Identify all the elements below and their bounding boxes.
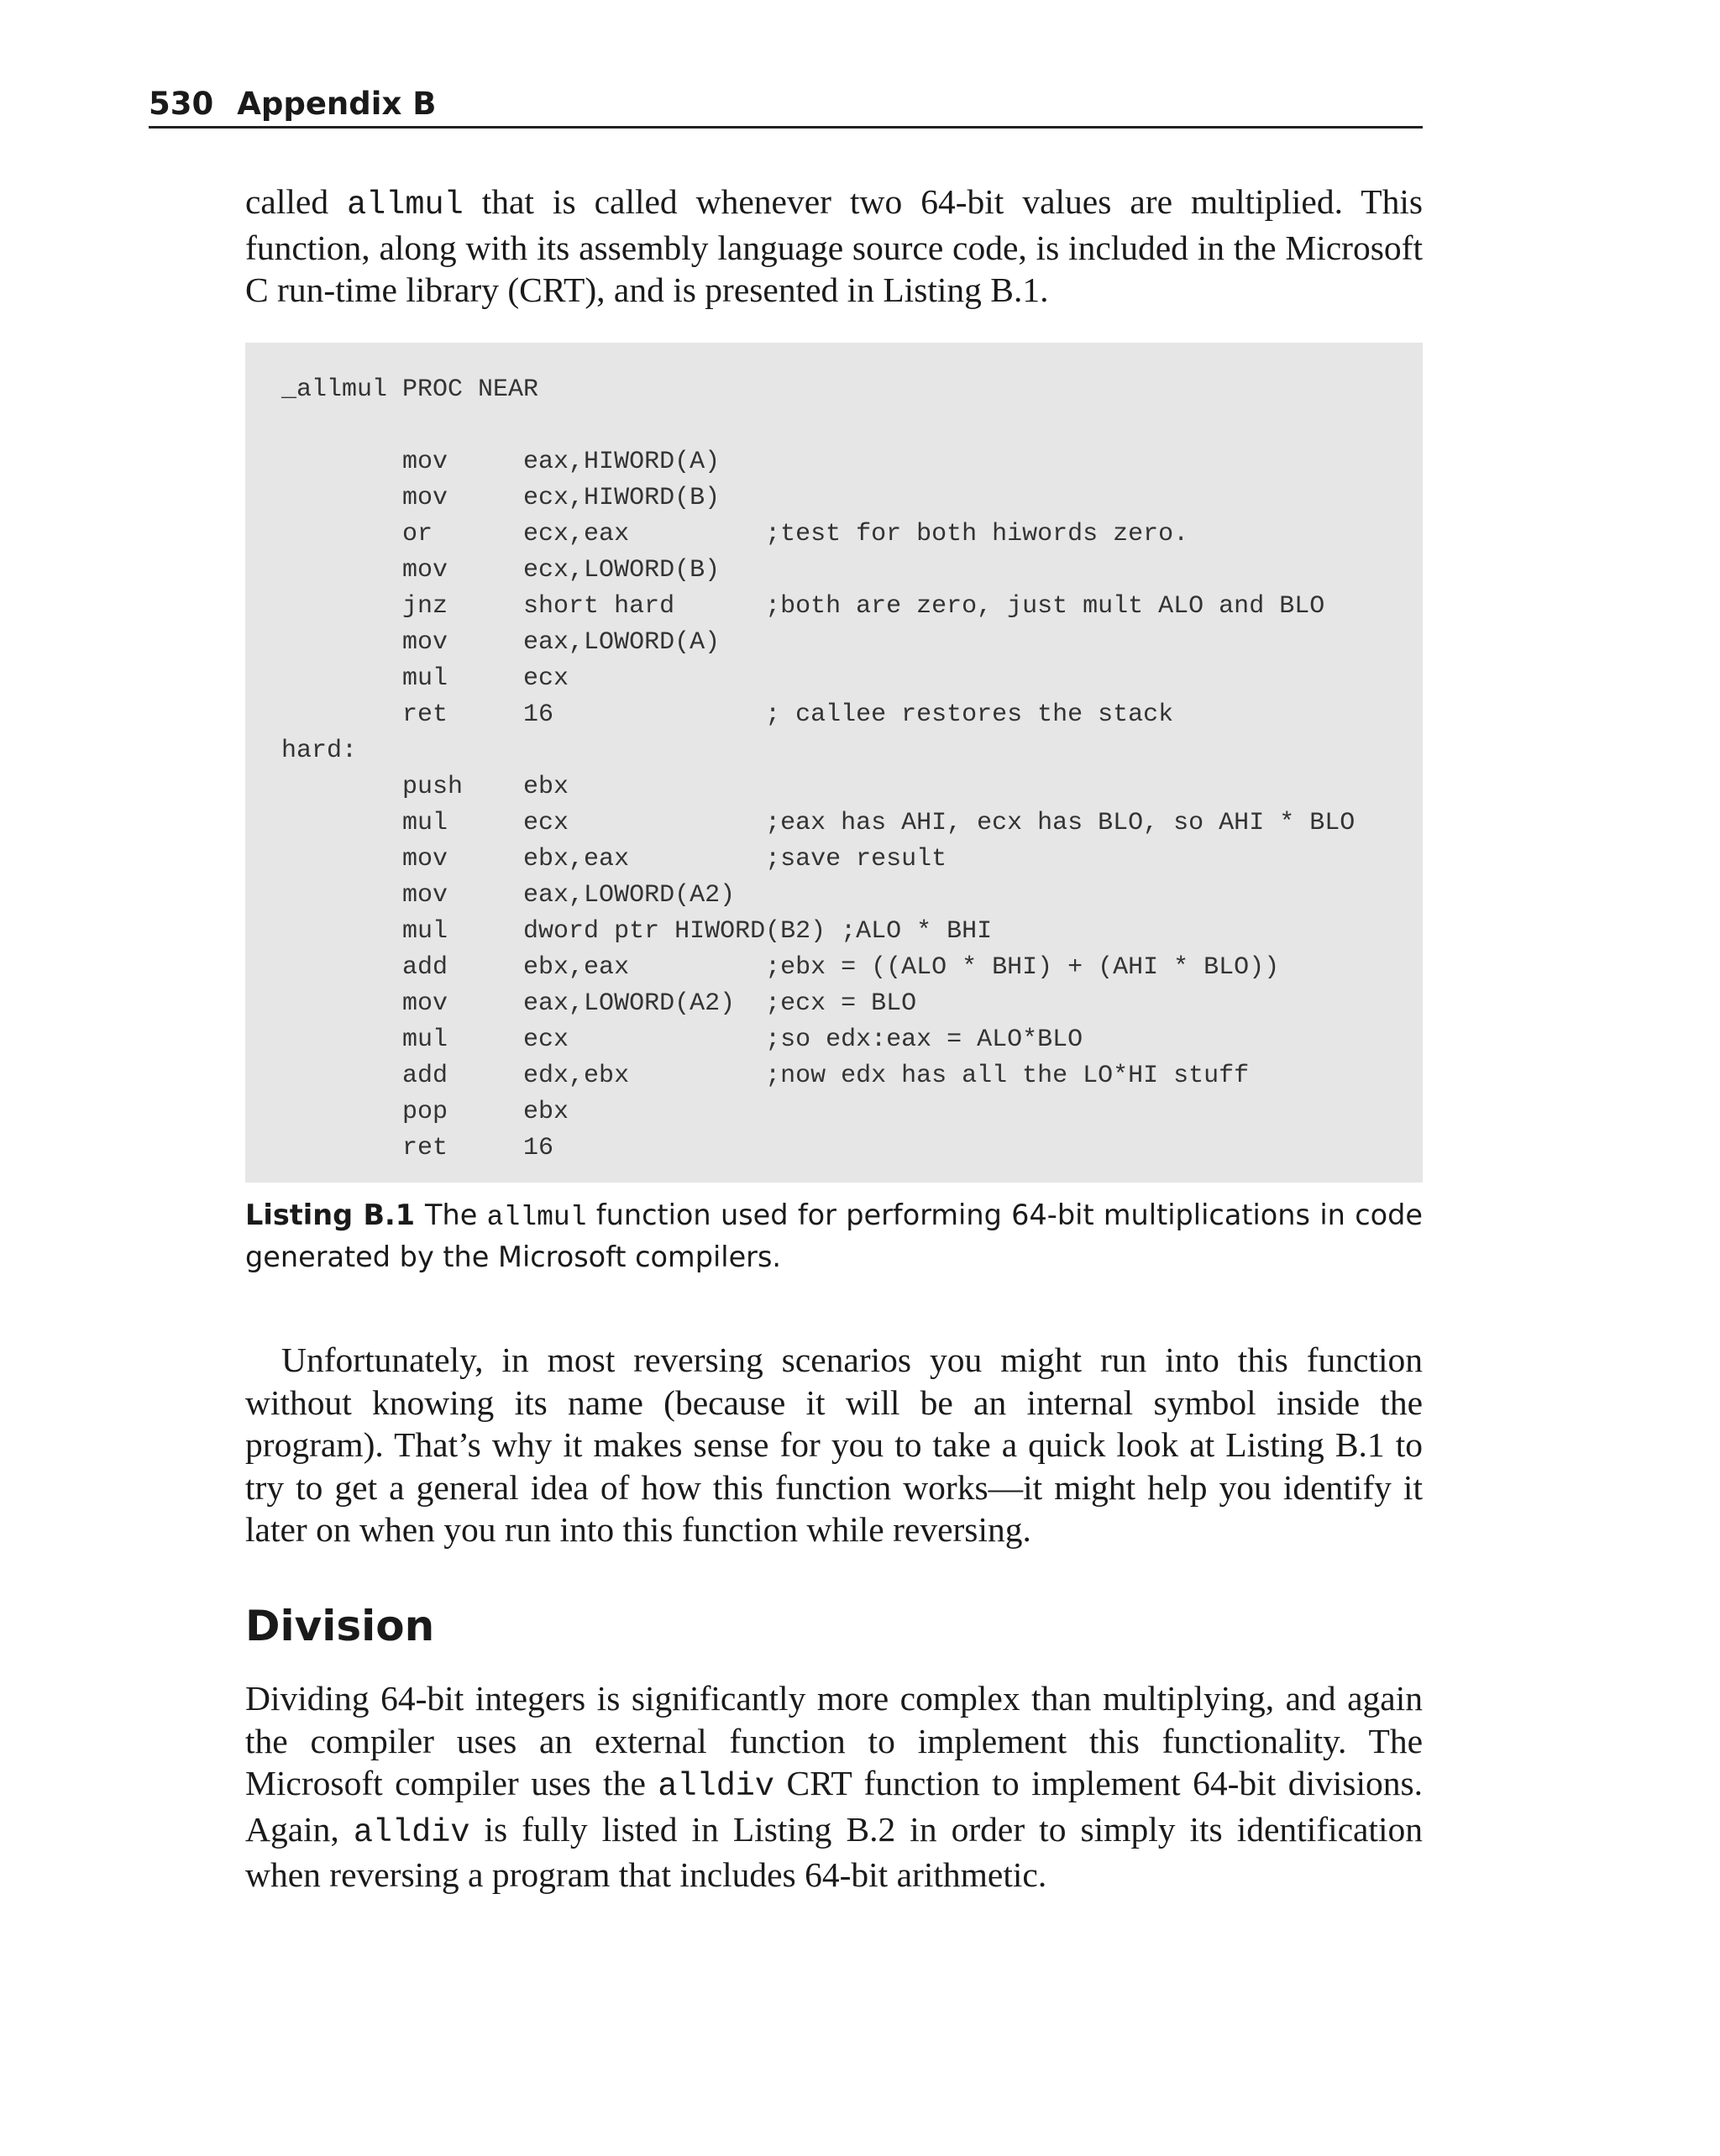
code-line: mov ecx,LOWORD(B) (281, 556, 721, 585)
caption-code-allmul: allmul (486, 1202, 587, 1233)
code-line: mul dword ptr HIWORD(B2) ;ALO * BHI (281, 917, 993, 946)
caption-label: Listing B.1 (245, 1199, 416, 1231)
listing-caption (245, 1195, 1423, 1277)
caption-text-2: function used for performing 64-bit multiplications in code generated by the Microsoft compilers. (245, 1199, 1423, 1273)
code-line: mov ebx,eax ;save result (281, 845, 947, 873)
code-line: mov eax,LOWORD(A) (281, 628, 721, 657)
code-listing (245, 343, 1423, 1183)
code-line: mul ecx (281, 664, 569, 693)
paragraph-division (245, 1677, 1423, 1896)
inline-code-allmul: allmul (347, 186, 464, 223)
code-line: mul ecx ;so edx:eax = ALO*BLO (281, 1026, 1083, 1054)
caption-text-1: The (425, 1199, 487, 1231)
code-line: push ebx (281, 773, 569, 801)
code-line: mul ecx ;eax has AHI, ecx has BLO, so AHI * BLO (281, 809, 1356, 837)
running-head-title: Appendix B (237, 86, 437, 122)
intro-text-1: called (245, 182, 348, 221)
intro-paragraph (245, 181, 1423, 312)
code-line: pop ebx (281, 1098, 569, 1126)
code-line: mov eax,LOWORD(A2) ;ecx = BLO (281, 989, 917, 1018)
code-line: _allmul PROC NEAR (281, 375, 539, 404)
code-line: or ecx,eax ;test for both hiwords zero. (281, 520, 1189, 548)
code-line: mov eax,HIWORD(A) (281, 448, 721, 476)
code-line: mov ecx,HIWORD(B) (281, 484, 721, 512)
code-line: hard: (281, 737, 358, 765)
code-line: add ebx,eax ;ebx = ((ALO * BHI) + (AHI * BLO)) (281, 953, 1280, 982)
division-text-2: CRT function to implement 64-bit divisions. Again, (245, 1764, 1424, 1849)
code-line: ret 16 (281, 1134, 554, 1162)
page-number: 530 (149, 86, 214, 122)
running-head (149, 82, 1423, 129)
intro-text-2: that is called whenever two 64-bit values are multiplied. This function, along with its assembly language source code, is included in the Microsoft C run-time library (CRT), and is presented in Listing B.1. (245, 182, 1424, 309)
code-line: add edx,ebx ;now edx has all the LO*HI stuff (281, 1062, 1250, 1090)
inline-code-alldiv-2: alldiv (353, 1813, 470, 1851)
code-line: jnz short hard ;both are zero, just mult ALO and BLO (281, 592, 1325, 621)
section-heading-division: Division (245, 1602, 435, 1650)
code-line: ret 16 ; callee restores the stack (281, 700, 1174, 729)
paragraph-unfortunately: Unfortunately, in most reversing scenarios you might run into this function without knowing its name (because it will be an internal symbol inside the program). That’s why it makes sense for you to take a quick look at Listing B.1 to try to get a general idea of how this function works—it might help you identify it later on when you run into this function while reversing. (245, 1340, 1423, 1549)
division-text-3: is fully listed in Listing B.2 in order to simply its identification when reversing a program that includes 64-bit arithmetic. (245, 1809, 1423, 1894)
inline-code-alldiv-1: alldiv (658, 1768, 775, 1805)
code-line: mov eax,LOWORD(A2) (281, 881, 736, 910)
division-text-1: Dividing 64-bit integers is significantly more complex than multiplying, and again the compiler uses an external function to implement this functionality. The Microsoft compiler uses the (245, 1679, 1423, 1802)
